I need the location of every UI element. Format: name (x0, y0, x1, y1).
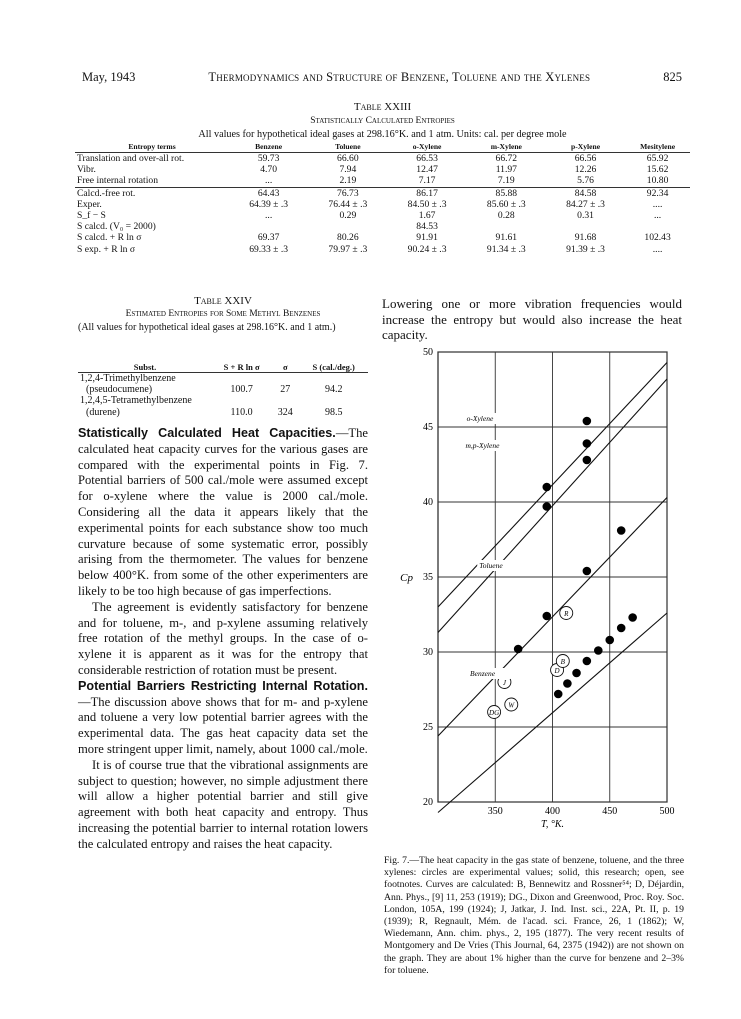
y-axis-label: Cp (400, 572, 413, 584)
table-cell: 324 (277, 406, 293, 418)
paragraph: The agreement is evidently satisfactory for benzene and for toluene, m-, and p-xylene assuming relatively free rotation of the methyl groups. In the case of o-xylene it is apparent as it was for the entropy that considerable restriction of rotation must be present. (78, 599, 368, 677)
data-point (583, 417, 592, 426)
page-number: 825 (663, 70, 682, 84)
table-cell (625, 221, 690, 232)
table-cell: S_f − S (77, 210, 106, 222)
table-cell: 12.26 (574, 164, 597, 176)
section-heading: Potential Barriers Restricting Internal Rotation. (78, 678, 368, 693)
left-column-text (78, 426, 368, 853)
table-cell: Vibr. (77, 164, 96, 176)
data-point (563, 679, 572, 688)
table-cell: 66.56 (574, 153, 597, 165)
table24-subtitle: Estimated Entropies for Some Methyl Benzenes (125, 309, 321, 319)
table-cell: 91.61 (495, 232, 518, 244)
data-point (542, 502, 551, 511)
table-cell: 84.27 ± .3 (566, 198, 605, 210)
table-cell (467, 221, 546, 232)
data-point (514, 645, 523, 654)
table23-note: All values for hypothetical ideal gases at 298.16°K. and 1 atm. Units: cal. per degree mole (198, 129, 567, 140)
col-s: S (cal./deg.) (299, 361, 368, 373)
table-cell: 27 (280, 384, 291, 396)
table-cell: Translation and over-all rot. (77, 153, 185, 165)
y-tick-label: 25 (423, 722, 433, 733)
col-sigma: σ (271, 361, 299, 373)
col-s-rln: S + R ln σ (212, 361, 271, 373)
point-label: B (560, 658, 565, 666)
table-cell: 110.0 (230, 406, 253, 418)
table-cell: S exp. + R ln σ (77, 243, 136, 255)
paragraph: —The discussion above shows that for m- and p-xylene and toluene a very low potential barrier agrees with the experimental data. The gas heat capacity data set the more stringent upper limit, namely, about 1000 cal./mole. (78, 694, 368, 756)
table-row (75, 244, 690, 255)
table-cell: 100.7 (230, 384, 253, 396)
curve-label: Benzene (470, 669, 496, 678)
table-cell: .... (652, 243, 663, 255)
data-point (542, 483, 551, 492)
table-cell: (durene) (86, 406, 120, 418)
table-cell: 84.53 (416, 221, 438, 233)
table-row (75, 199, 690, 210)
journal-date: May, 1943 (82, 70, 136, 84)
table-row (75, 164, 690, 175)
table-cell: 91.39 ± .3 (566, 243, 605, 255)
table-cell: 84.58 (546, 187, 625, 199)
data-point (583, 439, 592, 448)
table-cell: S calcd. + R ln σ (77, 232, 142, 244)
table-cell: 0.31 (577, 210, 594, 222)
x-tick-label: 350 (487, 806, 503, 817)
table-cell: ... (653, 210, 662, 222)
data-point (617, 526, 626, 535)
table-cell: S calcd. (V₀ = 2000) (77, 221, 156, 233)
table24-title: Table XXIV (194, 295, 252, 307)
point-label: R (564, 610, 569, 618)
table-cell: 69.37 (257, 232, 280, 244)
table-cell: Exper. (77, 198, 102, 210)
curve-label: Toluene (479, 561, 503, 570)
table-cell: 64.43 (229, 187, 308, 199)
data-point (583, 657, 592, 666)
table-cell: 91.34 ± .3 (486, 243, 526, 255)
point-label: W (508, 701, 515, 710)
data-point (572, 669, 581, 678)
table-cell: 66.53 (416, 153, 438, 165)
table-cell: 86.17 (387, 187, 466, 199)
table-cell: 2.19 (339, 175, 357, 187)
table24-note: (All values for hypothetical ideal gases at 298.16°K. and 1 atm.) (78, 322, 336, 333)
table-cell: 7.17 (418, 175, 436, 187)
table-cell: 76.44 ± .3 (328, 198, 368, 210)
table-cell: 98.5 (324, 406, 343, 418)
table-header-cell: Mesitylene (625, 141, 690, 153)
table-header-cell: o-Xylene (387, 141, 466, 153)
curve-label: o-Xylene (466, 414, 494, 423)
table-cell: 7.94 (339, 164, 357, 176)
table-row (75, 210, 690, 221)
table-header-cell: m-Xylene (467, 141, 546, 153)
curve-label: m,p-Xylene (465, 441, 500, 450)
table-cell (546, 221, 625, 232)
section-heading: Statistically Calculated Heat Capacities. (78, 426, 336, 440)
table-cell: 90.24 ± .3 (407, 243, 447, 255)
x-tick-label: 400 (545, 806, 560, 817)
data-point (605, 636, 614, 645)
table-cell: Free internal rotation (77, 175, 158, 187)
heat-capacity-chart (385, 342, 685, 847)
table-cell: .... (652, 198, 663, 210)
table-cell: 94.2 (324, 384, 343, 396)
table-row (75, 221, 690, 232)
table-cell: 7.19 (497, 175, 515, 187)
table-cell: ... (265, 210, 273, 222)
right-column-text: Lowering one or more vibration frequencies would increase the entropy but would also increase the heat capacity. (382, 296, 682, 343)
table23-title: Table XXIII (353, 101, 412, 113)
table-row (75, 232, 690, 243)
table-cell: 15.62 (646, 164, 669, 176)
table-cell: 69.33 ± .3 (249, 243, 289, 255)
table-cell: 12.47 (416, 164, 438, 176)
table-row (75, 175, 690, 187)
x-tick-label: 450 (602, 806, 618, 817)
table-cell: 10.80 (646, 175, 669, 187)
table-cell: 66.60 (337, 153, 359, 165)
table-cell: 0.28 (497, 210, 515, 222)
table-cell: 5.76 (577, 175, 594, 187)
table-header-cell: p-Xylene (546, 141, 625, 153)
table-header-cell: Toluene (308, 141, 387, 153)
point-label: DG (489, 709, 500, 717)
table-row (75, 153, 690, 165)
data-point (583, 567, 592, 576)
table-row (75, 187, 690, 199)
data-point (554, 690, 563, 699)
page-header (82, 70, 682, 85)
table-cell: 1.67 (418, 210, 436, 222)
table-header-cell: Entropy terms (75, 141, 229, 153)
running-title: Thermodynamics and Structure of Benzene, Toluene and the Xylenes (208, 70, 591, 84)
table-cell: 59.73 (257, 153, 280, 165)
data-point (617, 624, 626, 633)
table-cell: 92.34 (625, 187, 690, 199)
table-cell: 91.91 (416, 232, 438, 244)
table-cell: 85.88 (467, 187, 546, 199)
figure-caption: Fig. 7.—The heat capacity in the gas state of benzene, toluene, and the three xylenes: circles are experimental values; solid, this research; open, see footnotes. Curves are calculated: B, Bennewitz and Rossner⁵⁴; D, Déjardin, Ann. Phys., [9] 11, 253 (1919); DG., Dixon and Greenwood, Proc. Roy. Soc. London, 105A, 199 (1924); J, Jatkar, J. Ind. Inst. sci., 22A, Pt. II, p. 19 (1939); R, Regnault, Mém. de l'acad. sci. France, 26, 1 (1862); W, Wiedemann, Ann. chim. phys., 2, 195 (1877). The very recent results of Montgomery and De Vries (This Journal, 64, 2375 (1942)) are not shown on the graph. They are about 1% higher than the curve for benzene and 2–3% for toluene. (384, 855, 684, 976)
paragraph: —The calculated heat capacity curves for the various gases are compared with the experimental points in Fig. 7. Potential barriers of 500 cal./mole were assumed except for o-xylene where the value is 2000 cal./mole. Considering all the data it appears likely that the experimental points for each substance show too much curvature because of some systematic error, possibly arising from the thermometer. The values for benzene below 400°K. from some of the other experimenters are likely to be too high because of gas imperfections. (78, 426, 368, 598)
paragraph: It is of course true that the vibrational assignments are subject to question; however, no simple adjustment there will allow a higher potential barrier and still give agreement with both heat capacity and entropy. Thus increasing the potential barrier to internal rotation lowers the calculated entropy and raises the heat capacity. (78, 757, 368, 851)
table-cell: 79.97 ± .3 (328, 243, 368, 255)
y-tick-label: 50 (423, 347, 433, 358)
y-tick-label: 45 (423, 422, 433, 433)
y-tick-label: 35 (423, 572, 433, 583)
data-point (594, 646, 603, 655)
table-cell: 76.73 (308, 187, 387, 199)
col-subst: Subst. (78, 361, 212, 373)
table-cell: 11.97 (495, 164, 517, 176)
table-cell (229, 221, 308, 232)
table-cell (308, 221, 387, 232)
table-cell: 4.70 (260, 164, 278, 176)
table-cell: 64.39 ± .3 (249, 198, 289, 210)
table-cell: 1,2,4-Trimethylbenzene (80, 373, 176, 385)
table-cell: 65.92 (646, 153, 669, 165)
entropy-table (75, 141, 690, 255)
table-cell: 0.29 (339, 210, 357, 222)
point-label: D (554, 667, 560, 675)
data-point (628, 613, 637, 622)
x-tick-label: 500 (659, 806, 675, 817)
table-cell: 102.43 (644, 232, 671, 244)
table-cell: 84.50 ± .3 (407, 198, 447, 210)
table-cell: 85.60 ± .3 (486, 198, 526, 210)
table-cell: 80.26 (337, 232, 359, 244)
point-label: J (502, 679, 506, 687)
table23-subtitle: Statistically Calculated Entropies (310, 116, 455, 126)
data-point (583, 456, 592, 465)
methyl-benzene-table (78, 361, 368, 418)
y-tick-label: 30 (423, 647, 433, 658)
table-cell: 66.72 (495, 153, 518, 165)
data-point (542, 612, 551, 621)
table-cell: 1,2,4,5-Tetramethylbenzene (80, 395, 192, 407)
y-tick-label: 40 (423, 497, 433, 508)
y-tick-label: 20 (423, 797, 433, 808)
table-cell: (pseudocumene) (86, 384, 153, 396)
table-header-cell: Benzene (229, 141, 308, 153)
x-axis-label: T, °K. (541, 819, 564, 830)
table-cell: Calcd.-free rot. (75, 187, 229, 199)
table-cell: 91.68 (574, 232, 597, 244)
table-cell: ... (265, 175, 273, 187)
